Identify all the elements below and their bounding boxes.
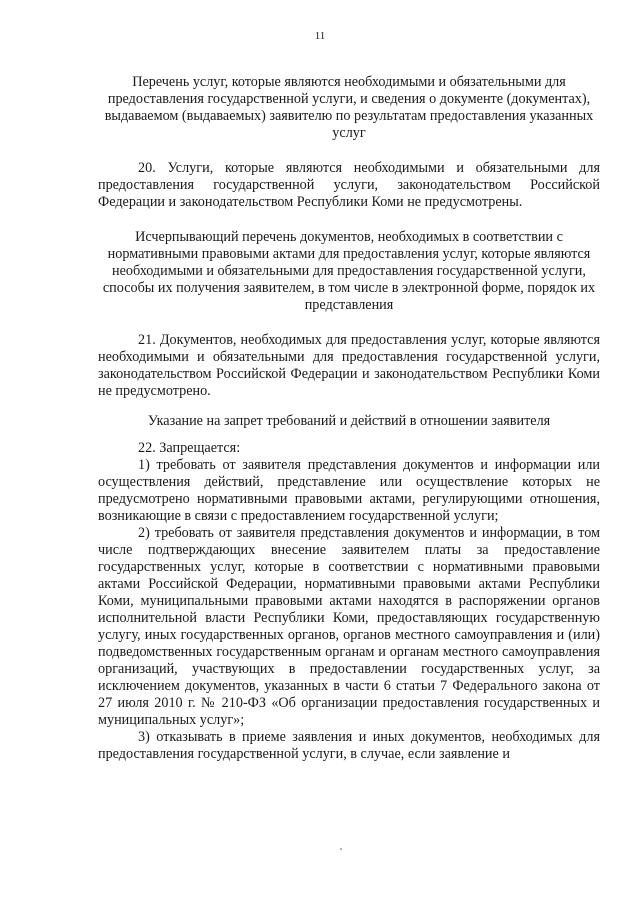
paragraph-21: 21. Документов, необходимых для предоставления услуг, которые являются необходимыми и обязательными для предоставления государственной услуги, законодательством Российской Федерации и законодательством Республики Коми не предусмотрено. (98, 332, 600, 399)
paragraph-20: 20. Услуги, которые являются необходимыми и обязательными для предоставления государственной услуги, законодательством Российской Федерации и законодательством Республики Коми не предусмотрены. (98, 160, 600, 210)
section-heading-prohibitions: Указание на запрет требований и действий в отношении заявителя (147, 413, 551, 429)
list-item-1: 1) требовать от заявителя представления документов и информации или осуществления действий, представление или осуществление которых не предусмотрено нормативными правовыми актами, регулирующими отношения, возникающие в связи с предоставлением государственной услуги; (98, 457, 600, 524)
list-item-3: 3) отказывать в приеме заявления и иных документов, необходимых для предоставления государственной услуги, в случае, если заявление и (98, 729, 600, 762)
scan-speck (340, 848, 342, 850)
page-number: 11 (314, 30, 326, 42)
document-body (98, 74, 600, 763)
list-item-2: 2) требовать от заявителя представления документов и информации, в том числе подтверждающих внесение заявителем платы за предоставление государственных услуг, которые в соответствии с нормативными правовыми актами Российской Федерации, нормативными правовыми актами Республики Коми, муниципальными правовыми актами находятся в распоряжении органов исполнительной власти Республики Коми, предоставляющих государственную услугу, иных государственных органов, органов местного самоуправления и (или) подведомственных государственным органам и органам местного самоуправления организаций, участвующих в предоставлении государственных услуг, за исключением документов, указанных в части 6 статьи 7 Федерального закона от 27 июля 2010 г. № 210-ФЗ «Об организации предоставления государственных и муниципальных услуг»; (98, 525, 600, 728)
section-heading-documents: Исчерпывающий перечень документов, необходимых в соответствии с нормативными правовыми актами для предоставления услуг, которые являются необходимыми и обязательными для предоставления государственной услуги, способы их получения заявителем, в том числе в электронной форме, порядок их представления (102, 229, 596, 313)
paragraph-22: 22. Запрещается: (138, 440, 241, 456)
section-heading-services: Перечень услуг, которые являются необходимыми и обязательными для предоставления государственной услуги, и сведения о документе (документах), выдаваемом (выдаваемых) заявителю по результатам предоставления указанных услуг (104, 74, 594, 141)
